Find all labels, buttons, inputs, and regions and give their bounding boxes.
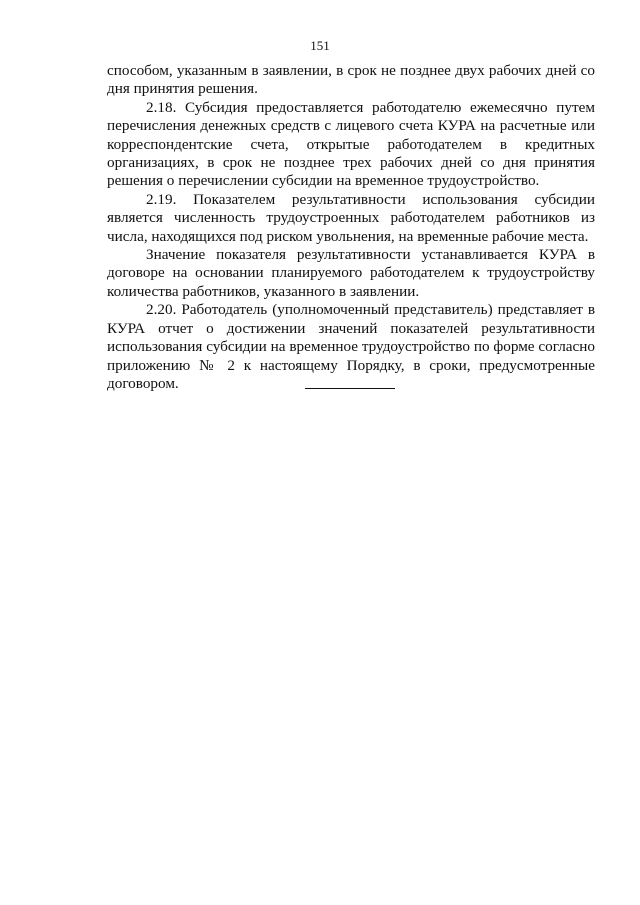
paragraph-indicator-value: Значение показателя результативности устанавливается КУРА в договоре на основании планируемого работодателем к трудоустройству количества работников, указанного в заявлении. xyxy=(107,246,595,300)
paragraph-2-19: 2.19. Показателем результативности использования субсидии является численность трудоустроенных работодателем работников из числа, находящихся под риском увольнения, на временные рабочие места. xyxy=(107,190,595,245)
paragraph-2-20: 2.20. Работодатель (уполномоченный представитель) представляет в КУРА отчет о достижении значений показателей результативности использования субсидии на временное трудоустройство по форме согласно приложению № 2 к настоящему Порядку, в сроки, предусмотренные договором. xyxy=(107,301,595,392)
paragraph-continuation: способом, указанным в заявлении, в срок не позднее двух рабочих дней со дня принятия решения. xyxy=(107,62,595,98)
document-body xyxy=(107,62,595,393)
paragraph-2-18: 2.18. Субсидия предоставляется работодателю ежемесячно путем перечисления денежных средств с лицевого счета КУРА на расчетные или корреспондентские счета, открытые работодателем в кредитных организациях, в срок не позднее трех рабочих дней со дня принятия решения о перечислении субсидии на временное трудоустройство. xyxy=(107,98,595,190)
end-separator-line xyxy=(305,388,395,389)
page-number: 151 xyxy=(310,38,330,53)
